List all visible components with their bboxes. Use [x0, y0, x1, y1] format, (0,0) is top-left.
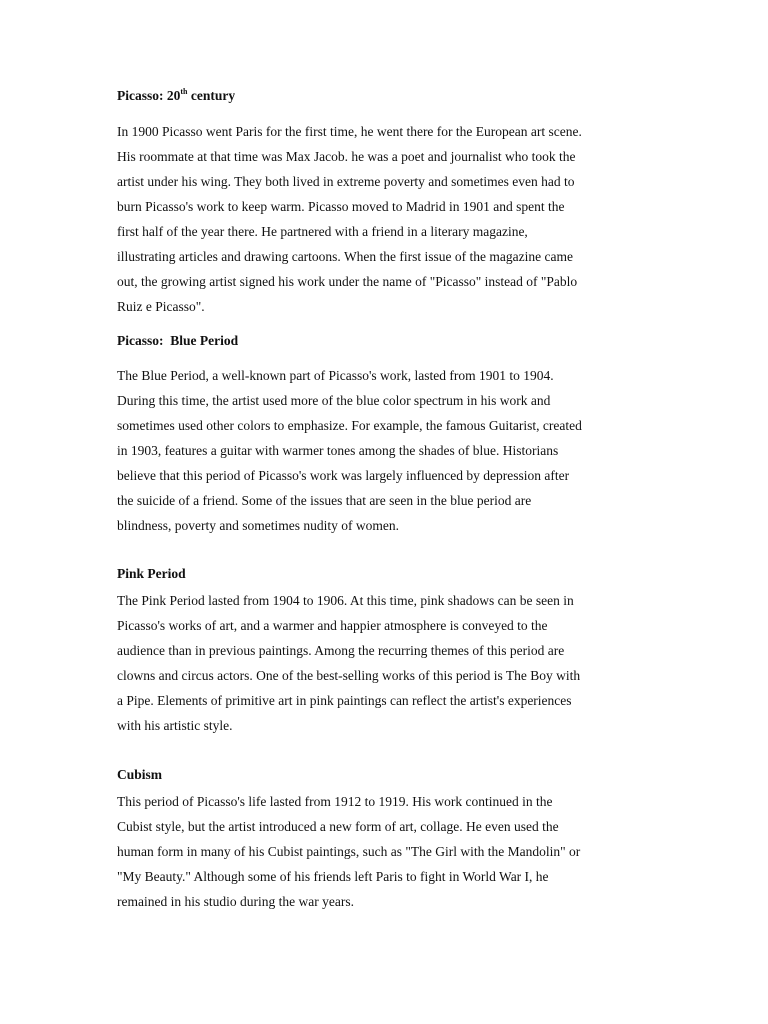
text-line: out, the growing artist signed his work under the name of "Picasso" instead of "Pablo [117, 274, 578, 289]
paragraph-pink-period [117, 588, 657, 738]
heading-text: Cubism [117, 767, 163, 782]
text-line: "My Beauty." Although some of his friends left Paris to fight in World War I, he [117, 869, 549, 884]
text-line: In 1900 Picasso went Paris for the first time, he went there for the European art scene. [117, 124, 582, 139]
paragraph-cubism [117, 789, 657, 914]
text-line: Cubist style, but the artist introduced a new form of art, collage. He even used the [117, 819, 559, 834]
text-line: the suicide of a friend. Some of the issues that are seen in the blue period are [117, 493, 532, 508]
text-line: sometimes used other colors to emphasize. For example, the famous Guitarist, created [117, 418, 582, 433]
heading-text: Picasso: 20 [117, 88, 181, 103]
text-line: a Pipe. Elements of primitive art in pink paintings can reflect the artist's experiences [117, 693, 572, 708]
text-line: The Pink Period lasted from 1904 to 1906. At this time, pink shadows can be seen in [117, 593, 574, 608]
heading-text: Picasso: Blue Period [117, 333, 239, 348]
text-line: The Blue Period, a well-known part of Picasso's work, lasted from 1901 to 1904. [117, 368, 554, 383]
heading-pink-period [117, 564, 657, 584]
heading-text: Pink Period [117, 566, 186, 581]
text-line: with his artistic style. [117, 718, 233, 733]
text-line: audience than in previous paintings. Among the recurring themes of this period are [117, 643, 565, 658]
text-line: believe that this period of Picasso's work was largely influenced by depression after [117, 468, 570, 483]
heading-cubism [117, 765, 657, 785]
text-line: blindness, poverty and sometimes nudity of women. [117, 518, 399, 533]
heading-20th-century [117, 86, 657, 106]
text-line: burn Picasso's work to keep warm. Picasso moved to Madrid in 1901 and spent the [117, 199, 565, 214]
text-line: illustrating articles and drawing cartoons. When the first issue of the magazine came [117, 249, 573, 264]
document-body [117, 86, 657, 914]
text-line: in 1903, features a guitar with warmer tones among the shades of blue. Historians [117, 443, 559, 458]
paragraph-blue-period [117, 363, 657, 538]
text-line: Picasso's works of art, and a warmer and happier atmosphere is conveyed to the [117, 618, 548, 633]
heading-text-tail: century [187, 88, 236, 103]
text-line: clowns and circus actors. One of the best-selling works of this period is The Boy with [117, 668, 581, 683]
text-line: first half of the year there. He partnered with a friend in a literary magazine, [117, 224, 528, 239]
paragraph-20th-century [117, 119, 657, 319]
text-line: This period of Picasso's life lasted from 1912 to 1919. His work continued in the [117, 794, 553, 809]
text-line: human form in many of his Cubist paintings, such as "The Girl with the Mandolin" or [117, 844, 581, 859]
text-line: His roommate at that time was Max Jacob. he was a poet and journalist who took the [117, 149, 576, 164]
text-line: artist under his wing. They both lived in extreme poverty and sometimes even had to [117, 174, 575, 189]
heading-superscript: th [180, 87, 188, 96]
text-line: remained in his studio during the war years. [117, 894, 354, 909]
text-line: Ruiz e Picasso". [117, 299, 205, 314]
text-line: During this time, the artist used more of the blue color spectrum in his work and [117, 393, 551, 408]
heading-blue-period [117, 331, 657, 351]
